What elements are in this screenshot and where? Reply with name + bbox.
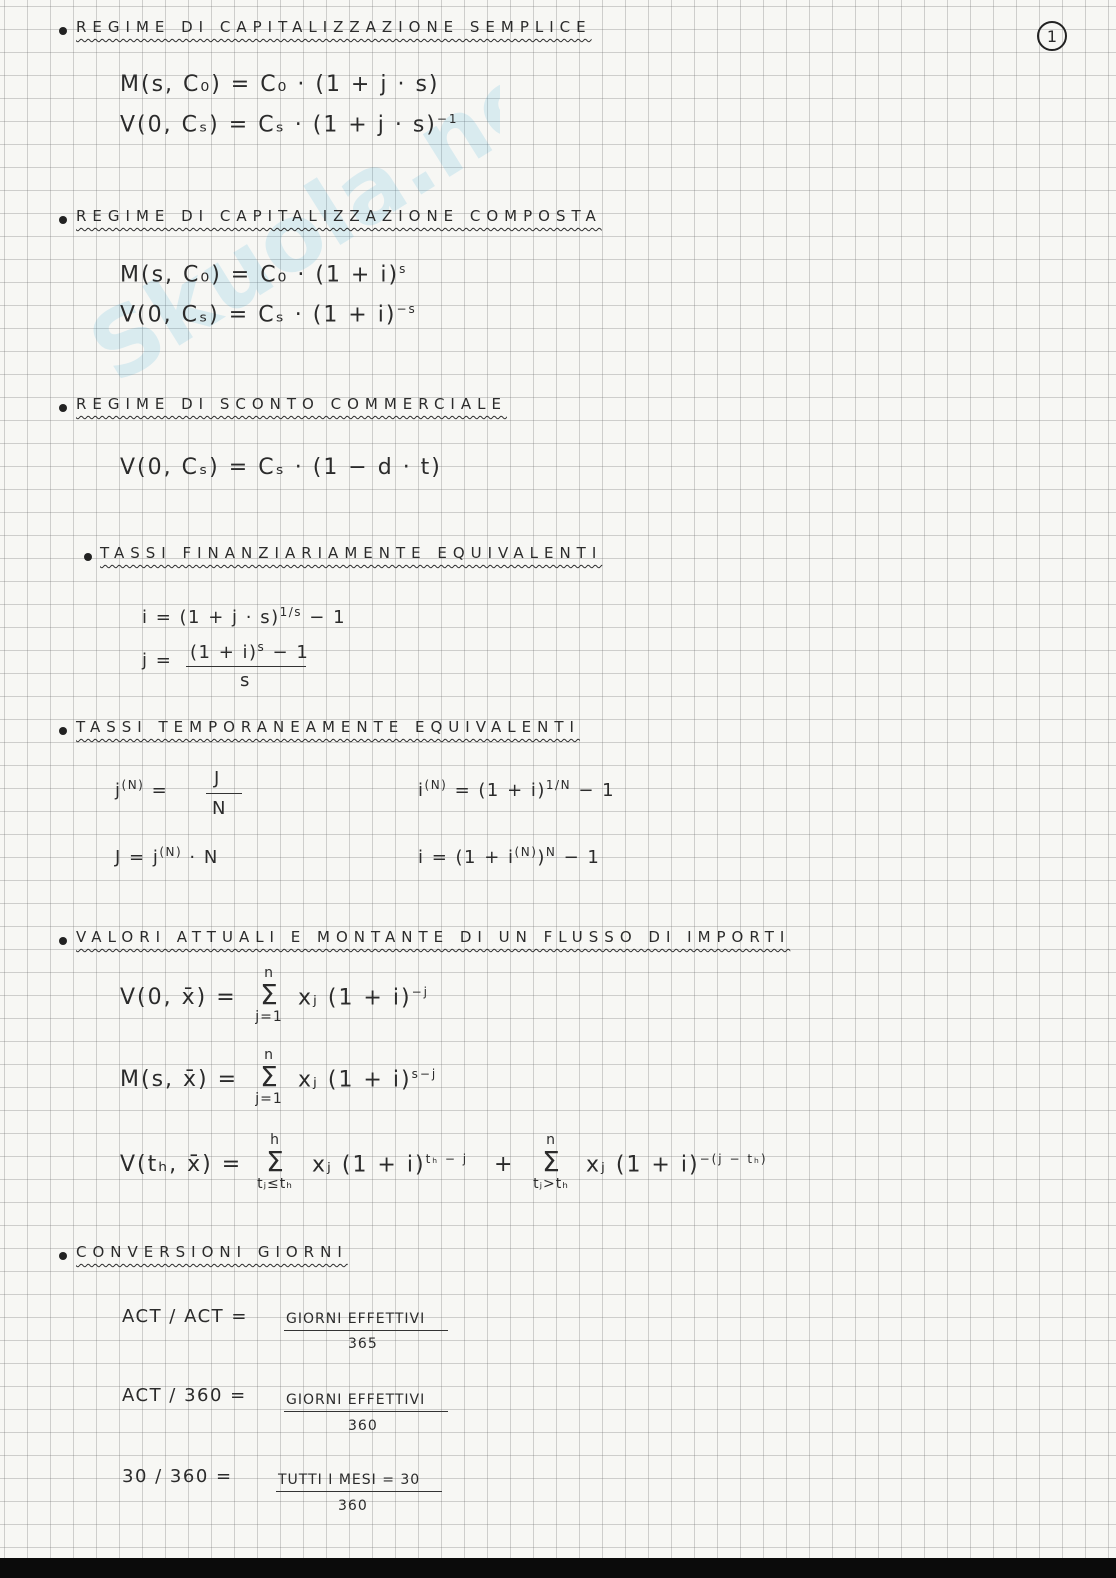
formula-temporal-jn-numerator: J <box>214 768 221 789</box>
formula-flows-vt-term2 <box>586 1152 768 1177</box>
formula-temporal-i-tail: − 1 <box>563 847 601 868</box>
formula-flows-m-sum-top: n <box>264 1047 274 1063</box>
formula-simple-montante: M(s, C₀) = C₀ · (1 + j · s) <box>120 72 440 97</box>
page-number <box>1037 21 1067 51</box>
formula-temporal-jn-denominator: N <box>212 798 227 819</box>
formula-temporal-in-rhs: = (1 + i) <box>454 780 546 801</box>
formula-compound-montante <box>120 262 407 287</box>
days-act-act-lhs: ACT / ACT = <box>122 1306 248 1327</box>
formula-financial-i-main: i = (1 + j · s) <box>142 607 280 628</box>
formula-temporal-in-exp: 1/N <box>545 778 572 792</box>
formula-flows-vt-lhs: V(tₕ, x̄) = <box>120 1152 243 1177</box>
formula-flows-vt-sum2-top: n <box>546 1132 556 1148</box>
formula-simple-valore-exp: −1 <box>436 112 459 126</box>
formula-financial-j-numerator <box>190 640 309 663</box>
formula-flows-v-term-main: xⱼ (1 + i) <box>298 985 412 1011</box>
formula-temporal-J <box>115 845 219 868</box>
formula-flows-vt-sum2 <box>528 1132 574 1192</box>
days-act-act-denominator: 365 <box>348 1336 378 1352</box>
days-act-360-fraction-line <box>284 1411 448 1412</box>
formula-flows-vt-term1-exp: tₕ − j <box>425 1152 469 1166</box>
formula-flows-v-sum <box>254 965 284 1025</box>
heading-simple: REGIME DI CAPITALIZZAZIONE SEMPLICE <box>76 18 592 36</box>
heading-flows: VALORI ATTUALI E MONTANTE DI UN FLUSSO DI IMPORTI <box>76 928 791 946</box>
formula-flows-m-sum <box>254 1047 284 1107</box>
formula-temporal-jn-lhs-exp: (N) <box>121 778 145 792</box>
formula-temporal-J-main: J = j <box>115 847 160 868</box>
heading-discount: REGIME DI SCONTO COMMERCIALE <box>76 395 507 413</box>
heading-financial: TASSI FINANZIARIAMENTE EQUIVALENTI <box>100 544 603 562</box>
bullet-flows <box>59 937 67 945</box>
formula-flows-vt-term1-main: xⱼ (1 + i) <box>312 1152 426 1178</box>
formula-simple-valore-main: V(0, Cₛ) = Cₛ · (1 + j · s) <box>120 112 437 138</box>
formula-financial-j-num-main: (1 + i) <box>190 642 258 663</box>
formula-flows-v-sum-top: n <box>264 965 274 981</box>
formula-financial-j-num-tail: − 1 <box>272 642 310 663</box>
heading-compound: REGIME DI CAPITALIZZAZIONE COMPOSTA <box>76 207 602 225</box>
bullet-discount <box>59 404 67 412</box>
formula-flows-vt-term2-exp: −(j − tₕ) <box>699 1152 768 1166</box>
formula-flows-v-lhs: V(0, x̄) = <box>120 985 237 1010</box>
formula-flows-vt-term1 <box>312 1152 468 1177</box>
formula-flows-m-term-exp: s−j <box>411 1067 438 1081</box>
days-act-act-numerator: GIORNI EFFETTIVI <box>286 1311 426 1327</box>
formula-compound-valore-main: V(0, Cₛ) = Cₛ · (1 + i) <box>120 302 397 328</box>
formula-temporal-in-lhs: i <box>418 780 425 801</box>
formula-financial-i-tail: − 1 <box>309 607 347 628</box>
formula-financial-j-num-exp: s <box>257 640 266 654</box>
bullet-financial <box>84 553 92 561</box>
formula-flows-m-term-main: xⱼ (1 + i) <box>298 1067 412 1093</box>
formula-financial-i <box>142 605 346 628</box>
formula-financial-j-lhs: j = <box>142 650 173 671</box>
formula-temporal-i-exp: (N) <box>514 845 538 859</box>
formula-financial-i-exp: 1/s <box>279 605 303 619</box>
formula-temporal-i-main: i = (1 + i <box>418 847 515 868</box>
days-30-360-lhs: 30 / 360 = <box>122 1466 233 1487</box>
page-number-text: 1 <box>1046 26 1058 46</box>
formula-temporal-J-exp: (N) <box>159 845 183 859</box>
bullet-compound <box>59 216 67 224</box>
heading-days: CONVERSIONI GIORNI <box>76 1243 348 1261</box>
sigma-icon: Σ <box>260 978 278 1011</box>
formula-temporal-i-close: ) <box>537 847 546 868</box>
formula-discount: V(0, Cₛ) = Cₛ · (1 − d · t) <box>120 455 442 480</box>
formula-temporal-i <box>418 845 600 868</box>
formula-flows-m-lhs: M(s, x̄) = <box>120 1067 239 1092</box>
formula-compound-montante-exp: s <box>399 262 408 276</box>
formula-temporal-in <box>418 778 615 801</box>
days-30-360-denominator: 360 <box>338 1498 368 1514</box>
formula-temporal-in-tail: − 1 <box>578 780 616 801</box>
scan-bottom-edge <box>0 1558 1116 1578</box>
formula-flows-v-sum-bottom: j=1 <box>255 1009 283 1025</box>
formula-flows-vt-sum1-bottom: tⱼ≤tₕ <box>257 1176 293 1192</box>
sigma-icon: Σ <box>542 1145 560 1178</box>
formula-flows-vt-plus: + <box>494 1152 515 1177</box>
formula-temporal-jn <box>115 778 168 801</box>
formula-flows-vt-sum1-top: h <box>270 1132 280 1148</box>
bullet-simple <box>59 27 67 35</box>
formula-temporal-jn-eq: = <box>151 780 169 801</box>
formula-simple-valore <box>120 112 459 137</box>
days-act-act-fraction-line <box>284 1330 448 1331</box>
formula-temporal-in-lhs-exp: (N) <box>424 778 448 792</box>
formula-temporal-jn-fraction-line <box>206 793 242 794</box>
formula-flows-m-sum-bottom: j=1 <box>255 1091 283 1107</box>
formula-flows-vt-term2-main: xⱼ (1 + i) <box>586 1152 700 1178</box>
formula-compound-valore-exp: −s <box>396 302 417 316</box>
formula-flows-vt-sum1 <box>252 1132 298 1192</box>
formula-financial-j-denominator: s <box>240 670 251 691</box>
formula-flows-v-term <box>298 985 429 1010</box>
bullet-days <box>59 1252 67 1260</box>
heading-temporal: TASSI TEMPORANEAMENTE EQUIVALENTI <box>76 718 580 736</box>
formula-flows-m-term <box>298 1067 437 1092</box>
sigma-icon: Σ <box>266 1145 284 1178</box>
sigma-icon: Σ <box>260 1060 278 1093</box>
formula-financial-j-fraction-line <box>186 666 306 667</box>
days-act-360-denominator: 360 <box>348 1418 378 1434</box>
formula-temporal-jn-lhs: j <box>115 780 122 801</box>
formula-compound-montante-main: M(s, C₀) = C₀ · (1 + i) <box>120 262 400 288</box>
days-30-360-numerator: TUTTI I MESI = 30 <box>278 1472 421 1488</box>
formula-temporal-J-tail: · N <box>189 847 219 868</box>
bullet-temporal <box>59 727 67 735</box>
days-30-360-fraction-line <box>276 1491 442 1492</box>
formula-compound-valore <box>120 302 417 327</box>
days-act-360-lhs: ACT / 360 = <box>122 1385 247 1406</box>
formula-flows-vt-sum2-bottom: tⱼ>tₕ <box>533 1176 569 1192</box>
days-act-360-numerator: GIORNI EFFETTIVI <box>286 1392 426 1408</box>
watermark-text: Skuola.net <box>71 70 500 404</box>
formula-temporal-i-exp2: N <box>545 845 557 859</box>
formula-flows-v-term-exp: −j <box>411 985 429 999</box>
